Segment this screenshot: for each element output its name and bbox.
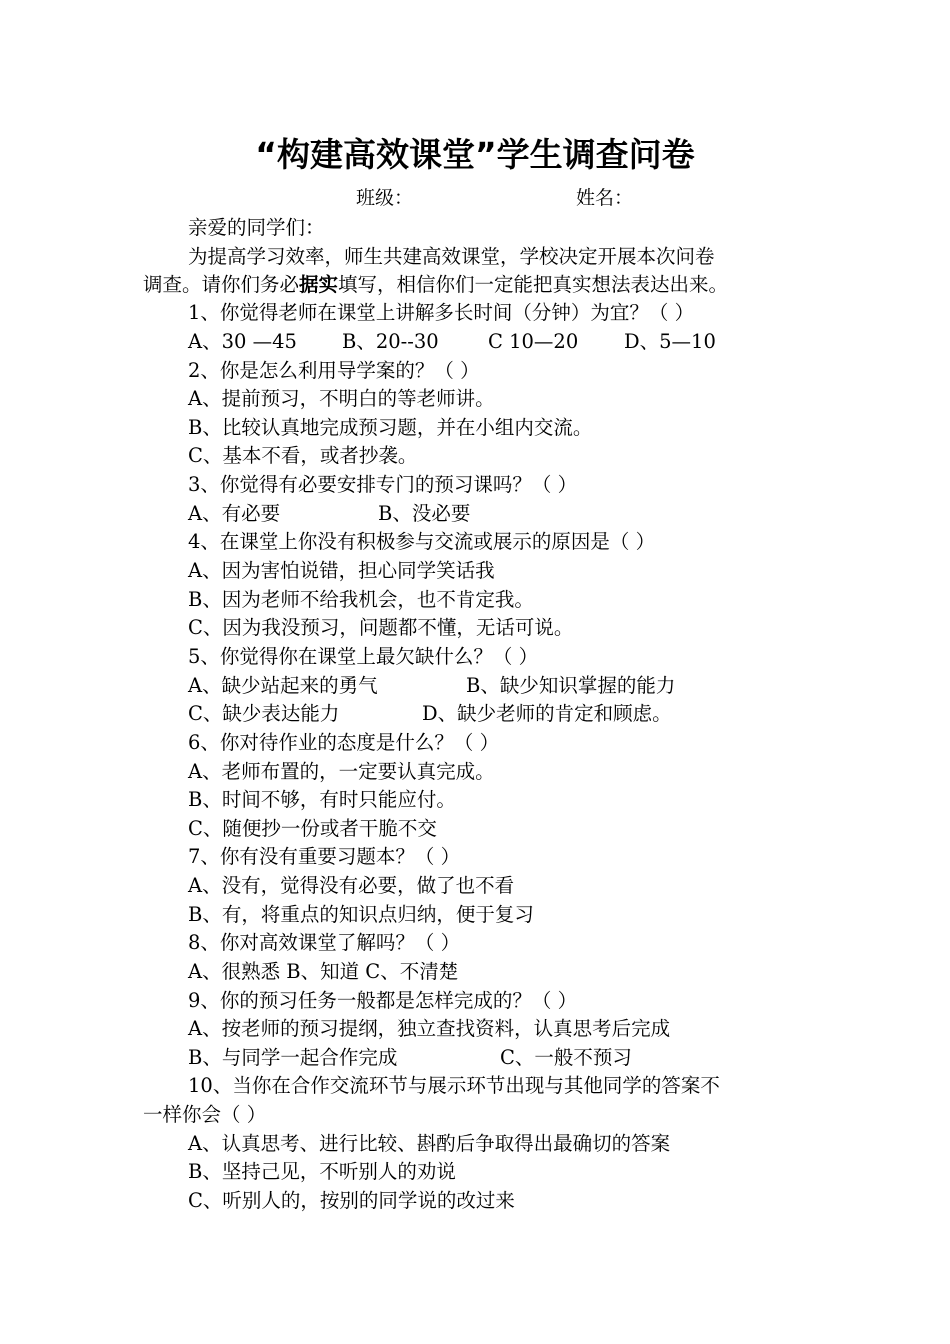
name-label: 姓名： xyxy=(576,187,634,209)
class-label: 班级： xyxy=(356,187,414,209)
greeting: 亲爱的同学们： xyxy=(188,216,325,239)
question-5-options-row-1 xyxy=(188,672,788,700)
question-5-options-row-2 xyxy=(188,700,788,728)
intro-text: 调查。请你们务必 xyxy=(143,273,300,296)
question-7: 7、你有没有重要习题本？（ ） xyxy=(188,845,461,868)
question-3: 3、你觉得有必要安排专门的预习课吗？（ ） xyxy=(188,473,578,496)
option-c: C、基本不看，或者抄袭。 xyxy=(188,444,418,467)
option-a: A、30 —45 xyxy=(188,330,297,353)
option-d: D、5—10 xyxy=(624,330,716,353)
option-a: A、没有，觉得没有必要，做了也不看 xyxy=(188,874,515,897)
question-3-options xyxy=(188,500,588,528)
question-1-options xyxy=(188,328,808,356)
question-9-options-row-2 xyxy=(188,1044,788,1072)
question-4: 4、在课堂上你没有积极参与交流或展示的原因是（ ） xyxy=(188,530,656,553)
option-a: A、老师布置的，一定要认真完成。 xyxy=(188,760,495,783)
option-c: C、听别人的，按别的同学说的改过来 xyxy=(188,1189,515,1212)
option-c: C、缺少表达能力 xyxy=(188,702,340,725)
question-5: 5、你觉得你在课堂上最欠缺什么？（ ） xyxy=(188,645,539,668)
question-9: 9、你的预习任务一般都是怎样完成的？（ ） xyxy=(188,989,578,1012)
option-c: C、一般不预习 xyxy=(500,1046,632,1069)
intro-text-end: 填写，相信你们一定能把真实想法表达出来。 xyxy=(338,273,729,296)
option-b: B、与同学一起合作完成 xyxy=(188,1046,398,1069)
question-8-options: A、很熟悉 B、知道 C、不清楚 xyxy=(188,960,459,983)
question-6: 6、你对待作业的态度是什么？（ ） xyxy=(188,731,500,754)
option-b: B、有，将重点的知识点归纳，便于复习 xyxy=(188,903,534,926)
question-2: 2、你是怎么利用导学案的？（ ） xyxy=(188,359,480,382)
question-10-continued: 一样你会（ ） xyxy=(143,1103,267,1126)
option-a: A、缺少站起来的勇气 xyxy=(188,674,378,697)
intro-line-2 xyxy=(143,271,728,299)
option-b: B、20--30 xyxy=(342,330,439,353)
option-a: A、因为害怕说错，担心同学笑话我 xyxy=(188,559,495,582)
option-b: B、缺少知识掌握的能力 xyxy=(466,674,676,697)
option-c: C 10—20 xyxy=(488,330,579,353)
option-c: C、随便抄一份或者干脆不交 xyxy=(188,817,437,840)
question-1: 1、你觉得老师在课堂上讲解多长时间（分钟）为宜？（ ） xyxy=(188,301,695,324)
intro-line-1: 为提高学习效率，师生共建高效课堂，学校决定开展本次问卷 xyxy=(188,245,715,268)
question-10: 10、当你在合作交流环节与展示环节出现与其他同学的答案不 xyxy=(188,1074,720,1097)
option-c: C、因为我没预习，问题都不懂，无话可说。 xyxy=(188,616,574,639)
option-a: A、提前预习，不明白的等老师讲。 xyxy=(188,387,495,410)
option-b: B、时间不够，有时只能应付。 xyxy=(188,788,456,811)
option-a: A、按老师的预习提纲，独立查找资料，认真思考后完成 xyxy=(188,1017,671,1040)
option-b: B、因为老师不给我机会，也不肯定我。 xyxy=(188,588,534,611)
intro-emphasis: 据实 xyxy=(299,273,339,296)
option-b: B、比较认真地完成预习题，并在小组内交流。 xyxy=(188,416,593,439)
option-d: D、缺少老师的肯定和顾虑。 xyxy=(422,702,672,725)
option-b: B、没必要 xyxy=(378,502,471,525)
question-8: 8、你对高效课堂了解吗？（ ） xyxy=(188,931,461,954)
page-title: “构建高效课堂”学生调查问卷 xyxy=(255,135,695,174)
option-a: A、有必要 xyxy=(188,502,281,525)
option-a: A、认真思考、进行比较、斟酌后争取得出最确切的答案 xyxy=(188,1132,671,1155)
option-b: B、坚持己见，不听别人的劝说 xyxy=(188,1160,456,1183)
